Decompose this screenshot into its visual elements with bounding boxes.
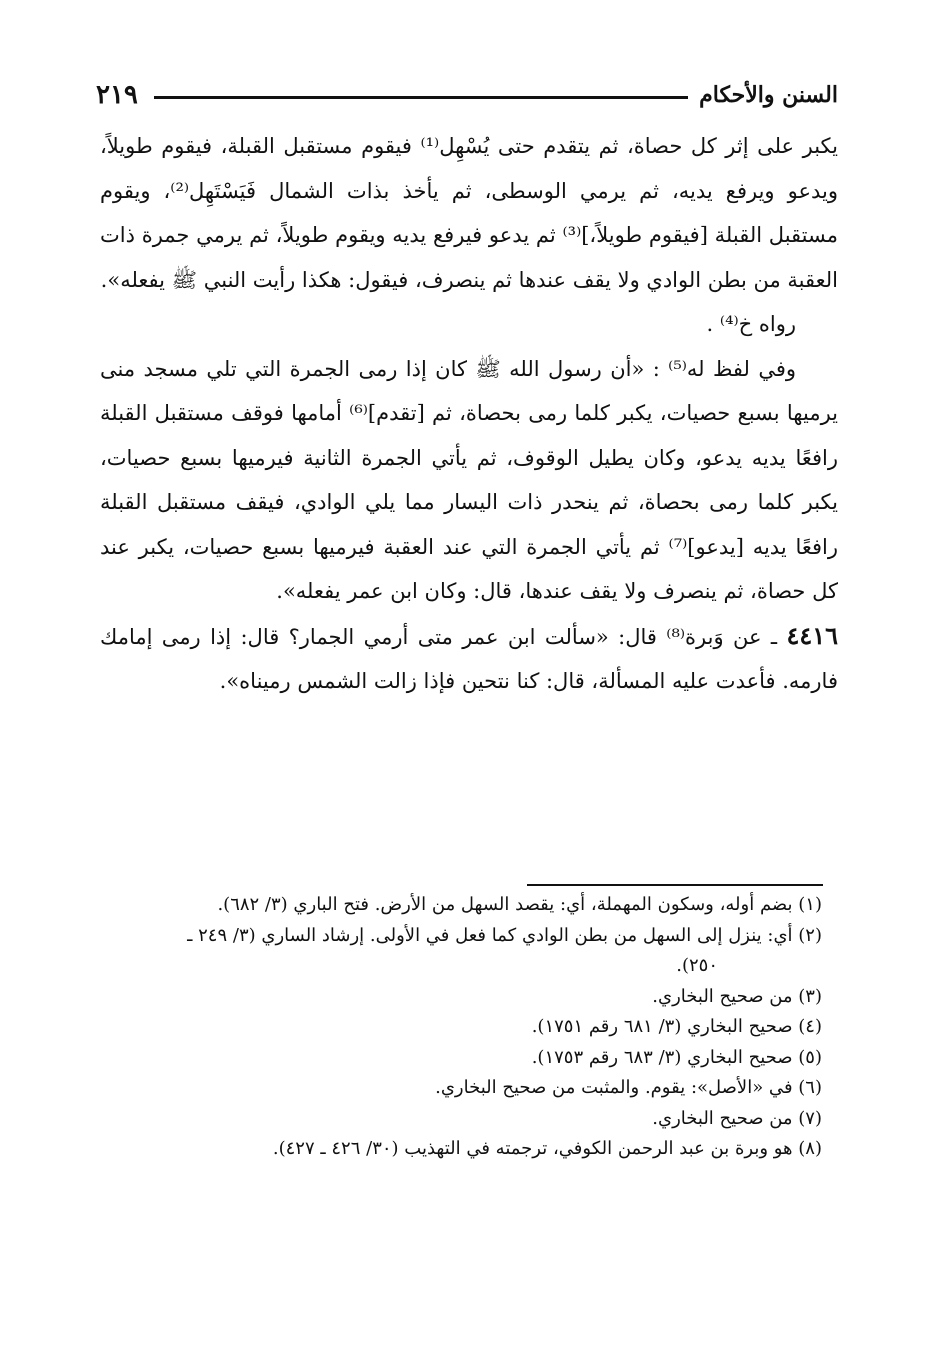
hadith-text: ـ عن وَبرة⁽⁸⁾ قال: «سألت ابن عمر متى أرمي الجمار؟ قال: إذا رمى إمامك فارمه. فأعدت عليه المسألة، قال: كنا نتحين فإذا زالت الشمس رميناه». [100,624,838,693]
page-number: ٢١٩ [96,80,138,110]
footnote-1: (١) بضم أوله، وسكون المهملة، أي: يقصد السهل من الأرض. فتح الباري (٣/ ٦٨٢). [217,894,822,915]
footnote-2-continuation: ٢٥٠). [676,955,718,976]
hadith-4416 [100,614,838,704]
footnote-4: (٤) صحيح البخاري (٣/ ٦٨١ رقم ١٧٥١). [531,1016,822,1037]
hadith-number: ٤٤١٦ [786,620,838,650]
footnote-6: (٦) في «الأصل»: يقوم. والمثبت من صحيح البخاري. [435,1077,822,1098]
footnote-7: (٧) من صحيح البخاري. [652,1107,822,1129]
header-rule [154,96,688,99]
paragraph-2: وفي لفظ له⁽⁵⁾ : «أن رسول الله ﷺ كان إذا رمى الجمرة التي تلي مسجد منى يرميها بسبع حصيات، يكبر كلما رمى بحصاة، ثم [تقدم]⁽⁶⁾ أمامها فوقف مستقبل القبلة رافعًا يديه يدعو، وكان يطيل الوقوف، ثم يأتي الجمرة الثانية فيرميها بسبع حصيات، يكبر كلما رمى بحصاة، ثم ينحدر ذات اليسار مما يلي الوادي، فيقف مستقبل القبلة رافعًا يديه [يدعو]⁽⁷⁾ ثم يأتي الجمرة التي عند العقبة فيرميها بسبع حصيات، يكبر عند كل حصاة، ثم ينصرف ولا يقف عندها، قال: وكان ابن عمر يفعله». [100,356,839,603]
footnotes [100,890,822,1165]
footnote-3: (٣) من صحيح البخاري. [652,985,822,1007]
footnote-5: (٥) صحيح البخاري (٣/ ٦٨٣ رقم ١٧٥٣). [531,1046,822,1068]
footnote-8: (٨) هو وبرة بن عبد الرحمن الكوفي، ترجمته في التهذيب (٣٠/ ٤٢٦ ـ ٤٢٧). [272,1138,822,1159]
running-title: السنن والأحكام [699,82,838,108]
main-text [100,124,838,704]
riwayah-line: رواه خ⁽⁴⁾ . [706,312,796,336]
footnote-2: (٢) أي: ينزل إلى السهل من بطن الوادي كما فعل في الأولى. إرشاد الساري (٣/ ٢٤٩ ـ [187,924,822,946]
footnote-separator [527,884,823,886]
paragraph-1: يكبر على إثر كل حصاة، ثم يتقدم حتى يُسْهِل⁽¹⁾ فيقوم مستقبل القبلة، فيقوم طويلاً، ويدعو ويرفع يديه، ثم يرمي الوسطى، ثم يأخذ بذات الشمال فَيَسْتَهِل⁽²⁾، ويقوم مستقبل القبلة [فيقوم طويلاً،]⁽³⁾ ثم يدعو فيرفع يديه ويقوم طويلاً، ثم يرمي جمرة ذات العقبة من بطن الوادي ولا يقف عندها ثم ينصرف، فيقول: هكذا رأيت النبي ﷺ يفعله». [100,134,838,292]
page-header [96,82,838,120]
